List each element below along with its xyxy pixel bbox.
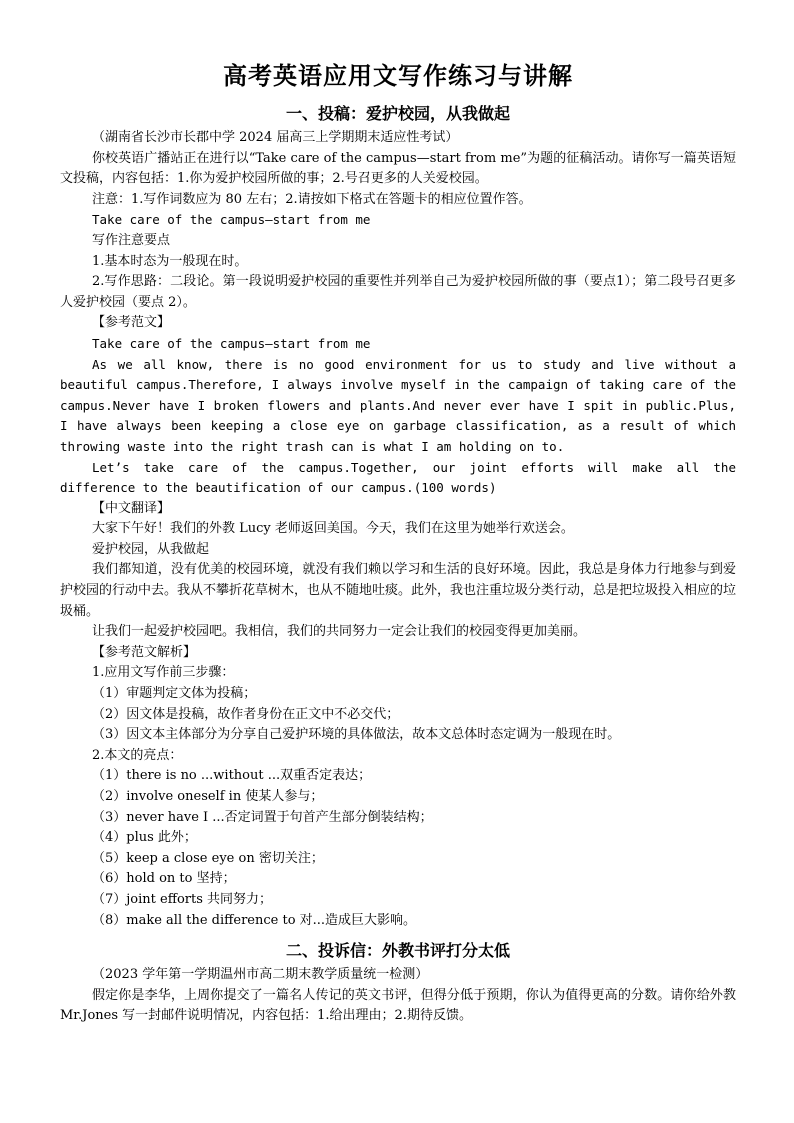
- step-item: （1）审题判定文体为投稿；: [92, 686, 257, 702]
- sample-paragraph-2: Let’s take care of the campus.Together, our joint efforts will make all the difference to the beautification of our campus.(100 words): [60, 459, 736, 496]
- sample-title: Take care of the campus—start from me: [92, 335, 371, 351]
- document-page: [60, 60, 736, 1027]
- section1-task: 你校英语广播站正在进行以“Take care of the campus—start from me”为题的征稿活动。请你写一篇英语短文投稿，内容包括：1.你为爱护校园所做的事；2.号召更多的人关爱校园。: [60, 150, 736, 187]
- document-title: 高考英语应用文写作练习与讲解: [223, 62, 573, 90]
- translation-paragraph-1: 我们都知道，没有优美的校园环境，就没有我们赖以学习和生活的良好环境。因此，我总是身体力行地参与到爱护校园的行动中去。我从不攀折花草树木，也从不随地吐痰。此外，我也注重垃圾分类行动，总是把垃圾投入相应的垃圾桶。: [60, 562, 737, 619]
- highlight-item: （3）never have I ...否定词置于句首产生部分倒装结构；: [92, 809, 433, 825]
- section2-source: （2023 学年第一学期温州市高二期末教学质量统一检测）: [92, 967, 429, 983]
- analysis-heading: 【参考范文解析】: [92, 644, 197, 660]
- translation-paragraph-2: 让我们一起爱护校园吧。我相信，我们的共同努力一定会让我们的校园变得更加美丽。: [92, 624, 587, 640]
- highlight-item: （4）plus 此外；: [92, 830, 197, 846]
- section1-heading: 一、投稿：爱护校园，从我做起: [285, 104, 510, 123]
- highlights-heading: 2.本文的亮点：: [92, 747, 183, 763]
- translation-line-2: 爱护校园，从我做起: [92, 541, 210, 557]
- sample-paragraph-1: As we all know, there is no good environment for us to study and live without a beautiful campus.Therefore, I always involve myself in the campaign of taking care of the campus.Never have I broken flowers and plants.And never ever have I spit in public.Plus, I have always been keeping a close eye on garbage classification, as a result of which throwing waste into the right trash can is what I am holding on to.: [60, 356, 736, 454]
- tips-heading: 写作注意要点: [92, 232, 171, 248]
- translation-heading: 【中文翻译】: [92, 500, 171, 516]
- highlight-item: （1）there is no ...without ...双重否定表达；: [92, 768, 372, 784]
- section1-source: （湖南省长沙市长郡中学 2024 届高三上学期期末适应性考试）: [92, 130, 459, 145]
- step-item: （2）因文体是投稿，故作者身份在正文中不必交代；: [92, 706, 400, 722]
- highlight-item: （6）hold on to 坚持；: [92, 871, 236, 887]
- tip-2: 2.写作思路：二段论。第一段说明爱护校园的重要性并列举自己为爱护校园所做的事（要点1）；第二段号召更多人爱护校园（要点 2）。: [60, 274, 736, 310]
- format-title: Take care of the campus—start from me: [92, 212, 371, 228]
- translation-line-1: 大家下午好！我们的外教 Lucy 老师返回美国。今天，我们在这里为她举行欢送会。: [92, 521, 574, 537]
- step-item: （3）因文本主体部分为分享自己爱护环境的具体做法，故本文总体时态定调为一般现在时。: [92, 727, 621, 743]
- section2-task: 假定你是李华，上周你提交了一篇名人传记的英文书评，但得分低于预期，你认为值得更高的分数。请你给外教 Mr.Jones 写一封邮件说明情况，内容包括：1.给出理由；2.期待反馈。: [60, 987, 736, 1024]
- sample-heading: 【参考范文】: [92, 315, 171, 331]
- steps-heading: 1.应用文写作前三步骤：: [92, 665, 235, 681]
- highlight-item: （7）joint efforts 共同努力；: [92, 891, 273, 907]
- highlight-item: （8）make all the difference to 对...造成巨大影响。: [92, 912, 417, 928]
- tip-1: 1.基本时态为一般现在时。: [92, 253, 248, 269]
- highlight-item: （5）keep a close eye on 密切关注；: [92, 850, 324, 866]
- highlight-item: （2）involve oneself in 使某人参与；: [92, 789, 324, 804]
- section2-heading: 二、投诉信：外教书评打分太低: [285, 941, 510, 961]
- section1-notice: 注意：1.写作词数应为 80 左右；2.请按如下格式在答题卡的相应位置作答。: [92, 191, 532, 207]
